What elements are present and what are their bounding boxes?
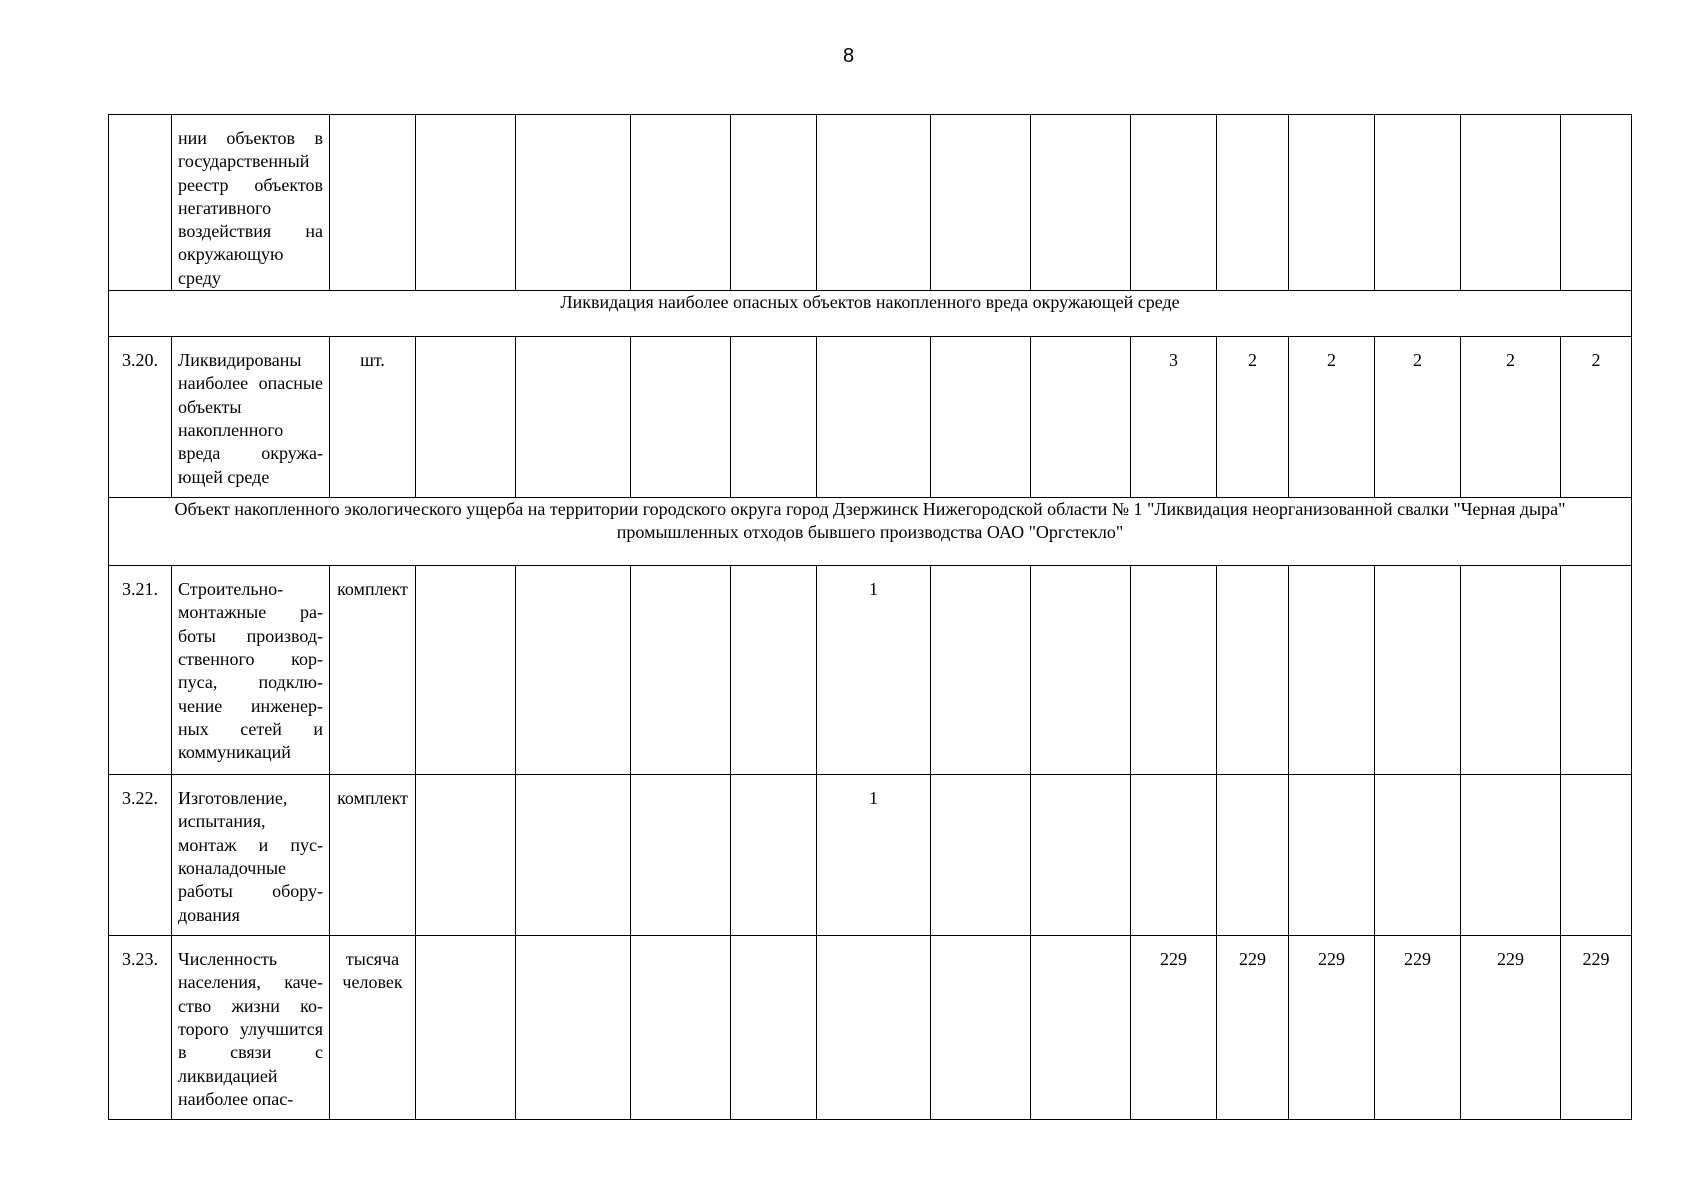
table-row bbox=[109, 775, 1632, 936]
table-row bbox=[109, 337, 1632, 498]
value-cell bbox=[1289, 775, 1375, 936]
value-cell: 2 bbox=[1289, 337, 1375, 498]
value-cell bbox=[817, 337, 931, 498]
value-cell bbox=[1561, 775, 1632, 936]
value-cell bbox=[931, 566, 1031, 775]
row-description: Изготовление, испытания, монтаж и пусконаладочные работы оборудования bbox=[172, 775, 330, 936]
table-row bbox=[109, 936, 1632, 1120]
value-cell bbox=[1375, 115, 1461, 291]
value-cell bbox=[516, 936, 631, 1120]
row-description: Строительно-монтажные работы производственного корпуса, подключение инженерных сетей и коммуникаций bbox=[172, 566, 330, 775]
value-cell: 229 bbox=[1289, 936, 1375, 1120]
value-cell bbox=[1131, 566, 1217, 775]
value-cell: 229 bbox=[1375, 936, 1461, 1120]
value-cell bbox=[416, 566, 516, 775]
value-cell bbox=[931, 775, 1031, 936]
value-cell bbox=[731, 115, 817, 291]
value-cell bbox=[1461, 566, 1561, 775]
value-cell bbox=[931, 115, 1031, 291]
row-unit: комплект bbox=[330, 566, 416, 775]
value-cell bbox=[631, 337, 731, 498]
value-cell bbox=[516, 337, 631, 498]
value-cell: 229 bbox=[1561, 936, 1632, 1120]
value-cell bbox=[416, 337, 516, 498]
value-cell bbox=[731, 566, 817, 775]
value-cell: 229 bbox=[1131, 936, 1217, 1120]
section-row bbox=[109, 291, 1632, 337]
value-cell: 2 bbox=[1375, 337, 1461, 498]
table-row bbox=[109, 115, 1632, 291]
value-cell bbox=[1375, 566, 1461, 775]
value-cell bbox=[416, 936, 516, 1120]
row-number: 3.21. bbox=[109, 566, 172, 775]
row-description: Численность населения, качество жизни которого улучшится в связи с ликвидацией наиболее опас- bbox=[172, 936, 330, 1120]
value-cell bbox=[1031, 566, 1131, 775]
row-description: Ликвидированы наиболее опасные объекты накопленного вреда окружающей среде bbox=[172, 337, 330, 498]
row-unit: шт. bbox=[330, 337, 416, 498]
value-cell bbox=[817, 115, 931, 291]
table-row bbox=[109, 566, 1632, 775]
value-cell bbox=[1031, 337, 1131, 498]
row-description: нии объектов в государственный реестр объектов негативного воздействия на окружающую среду bbox=[172, 115, 330, 291]
row-unit: тысяча человек bbox=[330, 936, 416, 1120]
value-cell bbox=[731, 775, 817, 936]
value-cell: 2 bbox=[1561, 337, 1632, 498]
row-number: 3.22. bbox=[109, 775, 172, 936]
value-cell: 1 bbox=[817, 775, 931, 936]
row-number bbox=[109, 115, 172, 291]
value-cell: 1 bbox=[817, 566, 931, 775]
value-cell bbox=[931, 936, 1031, 1120]
value-cell bbox=[1375, 775, 1461, 936]
value-cell bbox=[1131, 115, 1217, 291]
value-cell bbox=[631, 115, 731, 291]
value-cell bbox=[631, 936, 731, 1120]
value-cell bbox=[1031, 775, 1131, 936]
section-heading: Объект накопленного экологического ущерба на территории городского округа город Дзержинск Нижегородской области № 1 "Ликвидация неорганизованной свалки "Черная дыра" промышленных отходов бывшего производства ОАО "Оргстекло" bbox=[109, 498, 1632, 566]
value-cell: 2 bbox=[1217, 337, 1289, 498]
value-cell bbox=[631, 566, 731, 775]
value-cell bbox=[731, 936, 817, 1120]
value-cell bbox=[1031, 936, 1131, 1120]
row-number: 3.23. bbox=[109, 936, 172, 1120]
value-cell bbox=[1289, 566, 1375, 775]
value-cell bbox=[817, 936, 931, 1120]
value-cell bbox=[1217, 775, 1289, 936]
value-cell bbox=[931, 337, 1031, 498]
value-cell: 229 bbox=[1217, 936, 1289, 1120]
value-cell: 2 bbox=[1461, 337, 1561, 498]
value-cell bbox=[631, 775, 731, 936]
value-cell bbox=[1217, 566, 1289, 775]
value-cell bbox=[1289, 115, 1375, 291]
value-cell bbox=[1461, 775, 1561, 936]
section-row bbox=[109, 498, 1632, 566]
row-unit: комплект bbox=[330, 775, 416, 936]
value-cell: 229 bbox=[1461, 936, 1561, 1120]
value-cell bbox=[1217, 115, 1289, 291]
section-heading: Ликвидация наиболее опасных объектов накопленного вреда окружающей среде bbox=[109, 291, 1632, 337]
value-cell bbox=[416, 775, 516, 936]
value-cell bbox=[1131, 775, 1217, 936]
value-cell bbox=[731, 337, 817, 498]
value-cell bbox=[516, 115, 631, 291]
page-number: 8 bbox=[842, 45, 855, 67]
row-number: 3.20. bbox=[109, 337, 172, 498]
value-cell bbox=[1561, 115, 1632, 291]
value-cell bbox=[1461, 115, 1561, 291]
value-cell bbox=[416, 115, 516, 291]
value-cell bbox=[516, 566, 631, 775]
indicators-table bbox=[108, 114, 1632, 1120]
value-cell bbox=[516, 775, 631, 936]
value-cell bbox=[1031, 115, 1131, 291]
row-unit bbox=[330, 115, 416, 291]
value-cell: 3 bbox=[1131, 337, 1217, 498]
value-cell bbox=[1561, 566, 1632, 775]
